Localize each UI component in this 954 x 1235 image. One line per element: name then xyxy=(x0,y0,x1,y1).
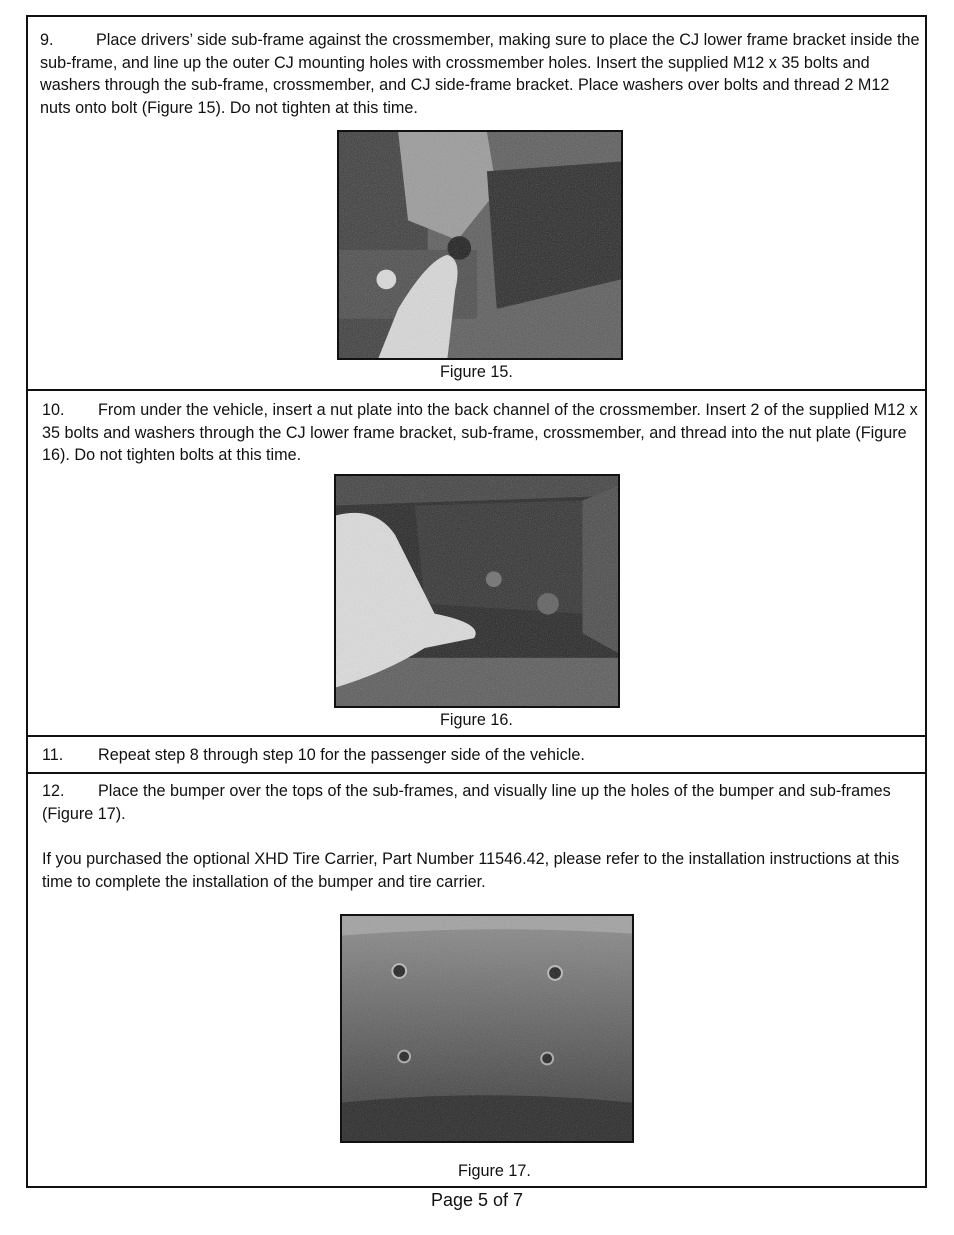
step-12-section xyxy=(28,774,925,1186)
step-number: 11. xyxy=(42,746,64,764)
instruction-frame xyxy=(26,15,927,1188)
step-9-text: 9. Place drivers’ side sub-frame against the crossmember, making sure to place the CJ lower frame bracket inside the sub-frame, and line up the outer CJ mounting holes with crossmember holes. Insert the supplied M12 x 35 bolts and washers through the sub-frame, crossmember, and CJ side-frame bracket. Place washers over bolts and thread 2 M12 nuts onto bolt (Figure 15). Do not tighten at this time. xyxy=(40,31,920,117)
step-number: 9. xyxy=(40,31,54,49)
step-12-text: 12. Place the bumper over the tops of the sub-frames, and visually line up the holes of the bumper and sub-frames (Figure 17). xyxy=(42,782,891,823)
step-12-note: If you purchased the optional XHD Tire Carrier, Part Number 11546.42, please refer to the installation instructions at this time to complete the installation of the bumper and tire carrier. xyxy=(42,850,900,891)
figure-15-photo xyxy=(337,130,623,360)
step-10-section xyxy=(28,391,925,737)
figure-15-caption: Figure 15. xyxy=(440,363,513,381)
figure-17-photo xyxy=(340,914,634,1143)
figure-17-caption: Figure 17. xyxy=(458,1162,531,1180)
step-9-section xyxy=(28,17,925,391)
step-10-text: 10. From under the vehicle, insert a nut plate into the back channel of the crossmember. Insert 2 of the supplied M12 x 35 bolts and washers through the CJ lower frame bracket, sub-frame, crossmember, and thread into the nut plate (Figure 16). Do not tighten bolts at this time. xyxy=(42,401,918,464)
step-11-section xyxy=(28,737,925,774)
figure-16-caption: Figure 16. xyxy=(440,711,513,729)
step-number: 10. xyxy=(42,401,65,419)
page-number: Page 5 of 7 xyxy=(430,1190,524,1210)
step-11-text: 11. Repeat step 8 through step 10 for the passenger side of the vehicle. xyxy=(42,744,918,767)
step-number: 12. xyxy=(42,782,65,800)
figure-16-photo xyxy=(334,474,620,708)
